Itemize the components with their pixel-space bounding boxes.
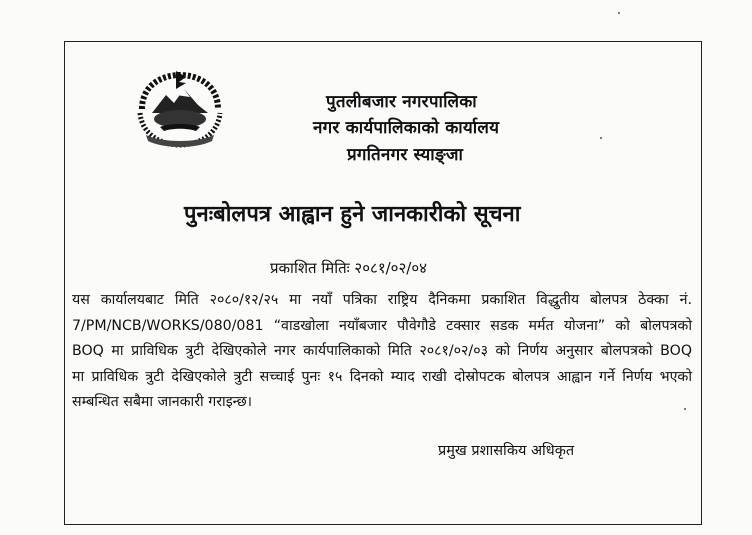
notice-body-line: BOQ मा प्राविधिक त्रुटी देखिएकोले नगर कार्यपालिकाको मिति २०८१/०२/०३ को निर्णय अनुसार बोलपत्रको BOQ bbox=[72, 343, 692, 359]
notice-body-line: यस कार्यालयबाट मिति २०८०/१२/२५ मा नयाँ पत्रिका राष्ट्रिय दैनिकमा प्रकाशित विद्धुतीय बोलपत्र ठेक्का नं. bbox=[72, 292, 692, 308]
office-name: नगर कार्यपालिकाको कार्यालय bbox=[313, 118, 500, 138]
scan-speck bbox=[600, 137, 602, 139]
nepal-emblem-icon bbox=[132, 69, 228, 151]
published-date: प्रकाशित मितिः २०८१/०२/०४ bbox=[270, 259, 427, 277]
notice-body-line: 7/PM/NCB/WORKS/080/081 “वाडखोला नयाँबजार पौवेगौडे टक्सार सडक मर्मत योजना” को बोलपत्रको bbox=[72, 317, 692, 334]
notice-body-line: मा प्राविधिक त्रुटी देखिएकोले त्रुटी सच्चाई पुनः १५ दिनको म्याद राखी दोस्रोपटक बोलपत्र आह्वान गर्ने निर्णय भएको bbox=[72, 368, 692, 385]
municipality-name: पुतलीबजार नगरपालिका bbox=[326, 92, 477, 112]
notice-body bbox=[72, 288, 692, 416]
scan-speck bbox=[684, 408, 686, 410]
scan-speck bbox=[618, 12, 620, 14]
notice-title: पुनःबोलपत्र आह्वान हुने जानकारीको सूचना bbox=[184, 202, 521, 227]
notice-body-line: सम्बन्धित सबैमा जानकारी गराइन्छ। bbox=[72, 394, 253, 410]
office-location: प्रगतिनगर स्याङ्जा bbox=[347, 145, 464, 165]
signatory-title: प्रमुख प्रशासकिय अधिकृत bbox=[438, 443, 575, 459]
